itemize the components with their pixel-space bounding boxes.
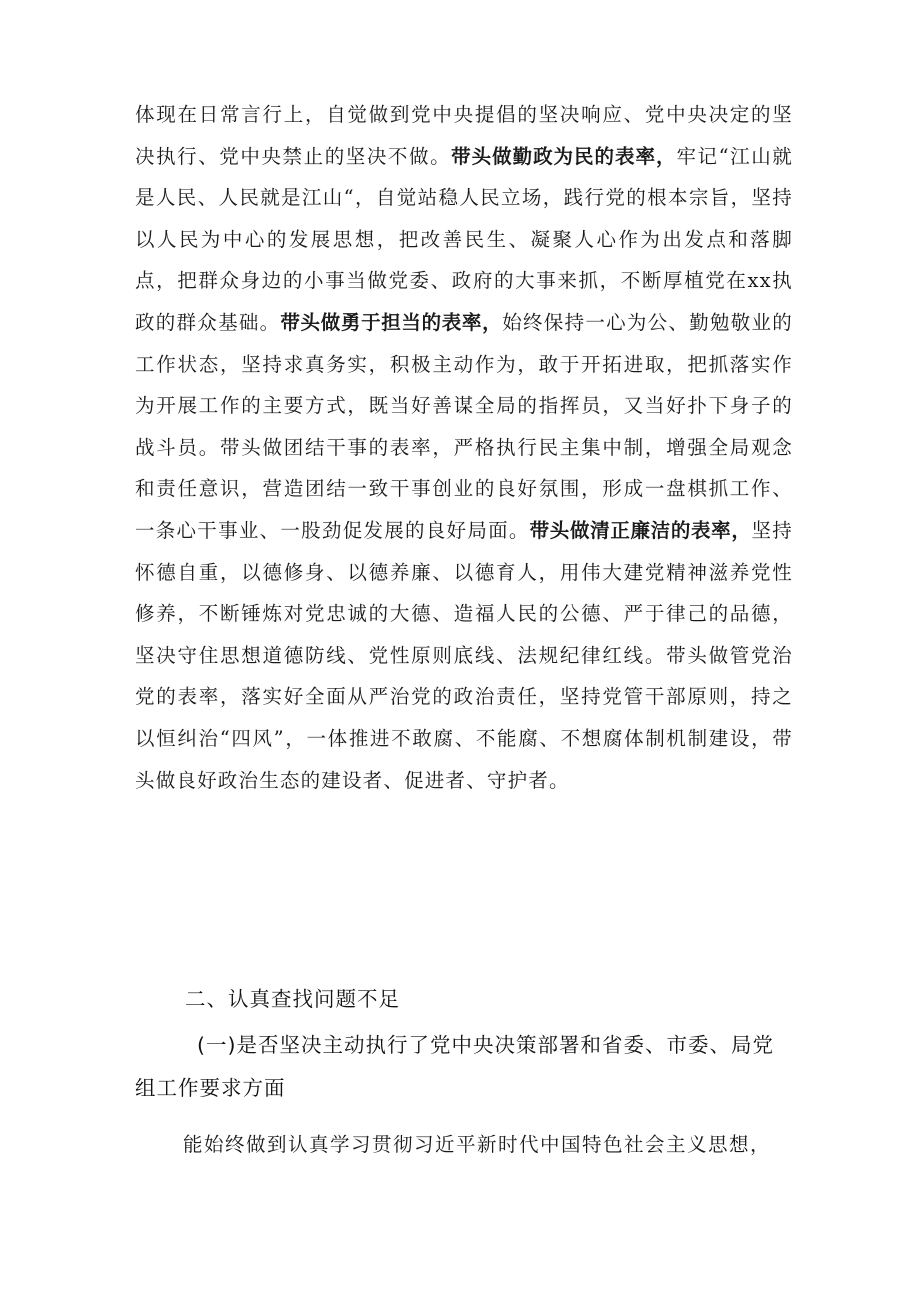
sentence-1: 体现在日常言行上，自觉做到党中央提倡的坚决响应、党中央决定的坚决执行、党中央禁止的坚决不做。	[135, 103, 793, 168]
sentence-4: 坚持怀德自重，以德修身、以德养廉、以德育人，用伟大建党精神滋养党性修养，不断锤炼对党忠诚的大德、造福人民的公德、严于律己的品德，坚决守住思想道德防线、党性原则底线、法规纪律红线。带头做管党治党的表率，落实好全面从严治党的政治责任，坚持党管干部原则，持之以恒纠治“四风”，一体推进不敢腐、不能腐、不想腐体制机制建设，带头做良好政治生态的建设者、促进者、守护者。	[135, 518, 793, 792]
body-paragraph-2: 能始终做到认真学习贯彻习近平新时代中国特色社会主义思想，	[183, 1133, 772, 1156]
bold-lead-1: 带头做勤政为民的表率，	[451, 144, 677, 168]
body-paragraph-1	[135, 94, 793, 801]
bold-lead-2: 带头做勇于担当的表率，	[280, 310, 503, 334]
sentence-3: 始终保持一心为公、勤勉敬业的工作状态，坚持求真务实，积极主动作为，敢于开拓进取，把抓落实作为开展工作的主要方式，既当好善谋全局的指挥员，又当好扑下身子的战斗员。带头做团结干事的表率，严格执行民主集中制，增强全局观念和责任意识，营造团结一致干事创业的良好氛围，形成一盘棋抓工作、一条心干事业、一股劲促发展的良好局面。	[135, 310, 793, 542]
paragraph-text	[135, 94, 793, 801]
sentence-2: 牢记“江山就是人民、人民就是江山“，自觉站稳人民立场，践行党的根本宗旨，坚持以人民为中心的发展思想，把改善民生、凝聚人心作为出发点和落脚点，把群众身边的小事当做党委、政府的大事来抓，不断厚植党在xx执政的群众基础。	[135, 144, 793, 334]
section-heading: 二、认真查找问题不足	[185, 987, 400, 1011]
subsection-heading: (一)是否坚决主动执行了党中央决策部署和省委、市委、局党组工作要求方面	[135, 1033, 774, 1100]
bold-lead-3: 带头做清正廉洁的表率，	[529, 518, 752, 542]
